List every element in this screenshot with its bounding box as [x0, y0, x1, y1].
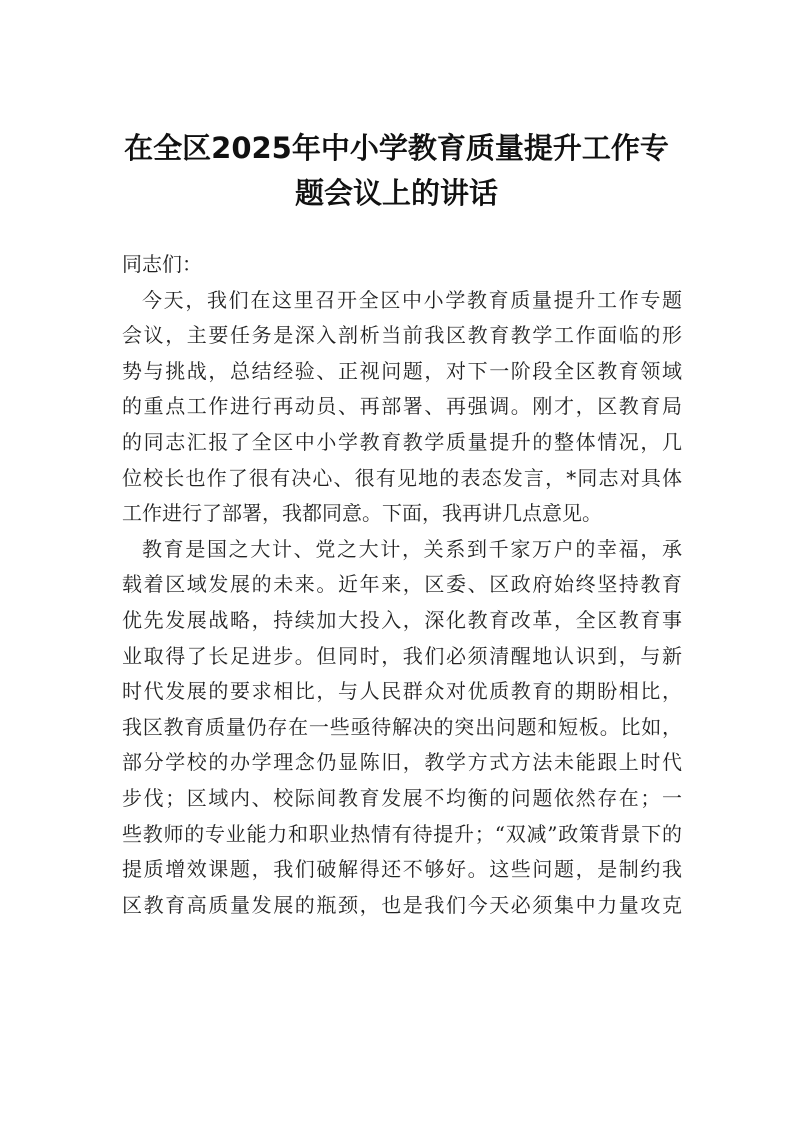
paragraph-line: 区教育高质量发展的瓶颈，也是我们今天必须集中力量攻克: [122, 892, 682, 917]
paragraph-line: 提质增效课题，我们破解得还不够好。这些问题，是制约我: [122, 857, 682, 882]
paragraph-line: 我区教育质量仍存在一些亟待解决的突出问题和短板。比如，: [122, 714, 682, 739]
paragraph-line: 工作进行了部署，我都同意。下面，我再讲几点意见。: [122, 501, 602, 526]
paragraph-line: 部分学校的办学理念仍显陈旧，教学方式方法未能跟上时代: [122, 750, 682, 775]
paragraph-line: 的重点工作进行再动员、再部署、再强调。刚才，区教育局: [122, 394, 682, 419]
document-body: [122, 247, 682, 923]
paragraph-line: 业取得了长足进步。但同时，我们必须清醒地认识到，与新: [122, 643, 682, 668]
paragraph-line: 势与挑战，总结经验、正视问题，对下一阶段全区教育领域: [122, 358, 682, 383]
paragraph-line: 时代发展的要求相比，与人民群众对优质教育的期盼相比，: [122, 679, 682, 704]
paragraph-line: 教育是国之大计、党之大计，关系到千家万户的幸福，承: [142, 536, 682, 561]
paragraph-line: 些教师的专业能力和职业热情有待提升；“双减”政策背景下的: [122, 821, 682, 846]
paragraph-line: 优先发展战略，持续加大投入，深化教育改革，全区教育事: [122, 607, 682, 632]
paragraph-line: 位校长也作了很有决心、很有见地的表态发言，*同志对具体: [122, 465, 682, 490]
paragraph-line: 的同志汇报了全区中小学教育教学质量提升的整体情况，几: [122, 429, 682, 454]
title-line-1: 在全区2025年中小学教育质量提升工作专: [124, 131, 669, 165]
paragraph-line: 载着区域发展的未来。近年来，区委、区政府始终坚持教育: [122, 572, 682, 597]
paragraph-1: [122, 283, 682, 532]
greeting: 同志们：: [122, 252, 202, 276]
document-title: [110, 126, 683, 216]
paragraph-2: [122, 532, 682, 924]
title-line-2: 题会议上的讲话: [294, 176, 498, 210]
paragraph-line: 步伐；区域内、校际间教育发展不均衡的问题依然存在；一: [122, 785, 682, 810]
paragraph-line: 会议，主要任务是深入剖析当前我区教育教学工作面临的形: [122, 323, 682, 348]
paragraph-line: 今天，我们在这里召开全区中小学教育质量提升工作专题: [142, 287, 682, 312]
